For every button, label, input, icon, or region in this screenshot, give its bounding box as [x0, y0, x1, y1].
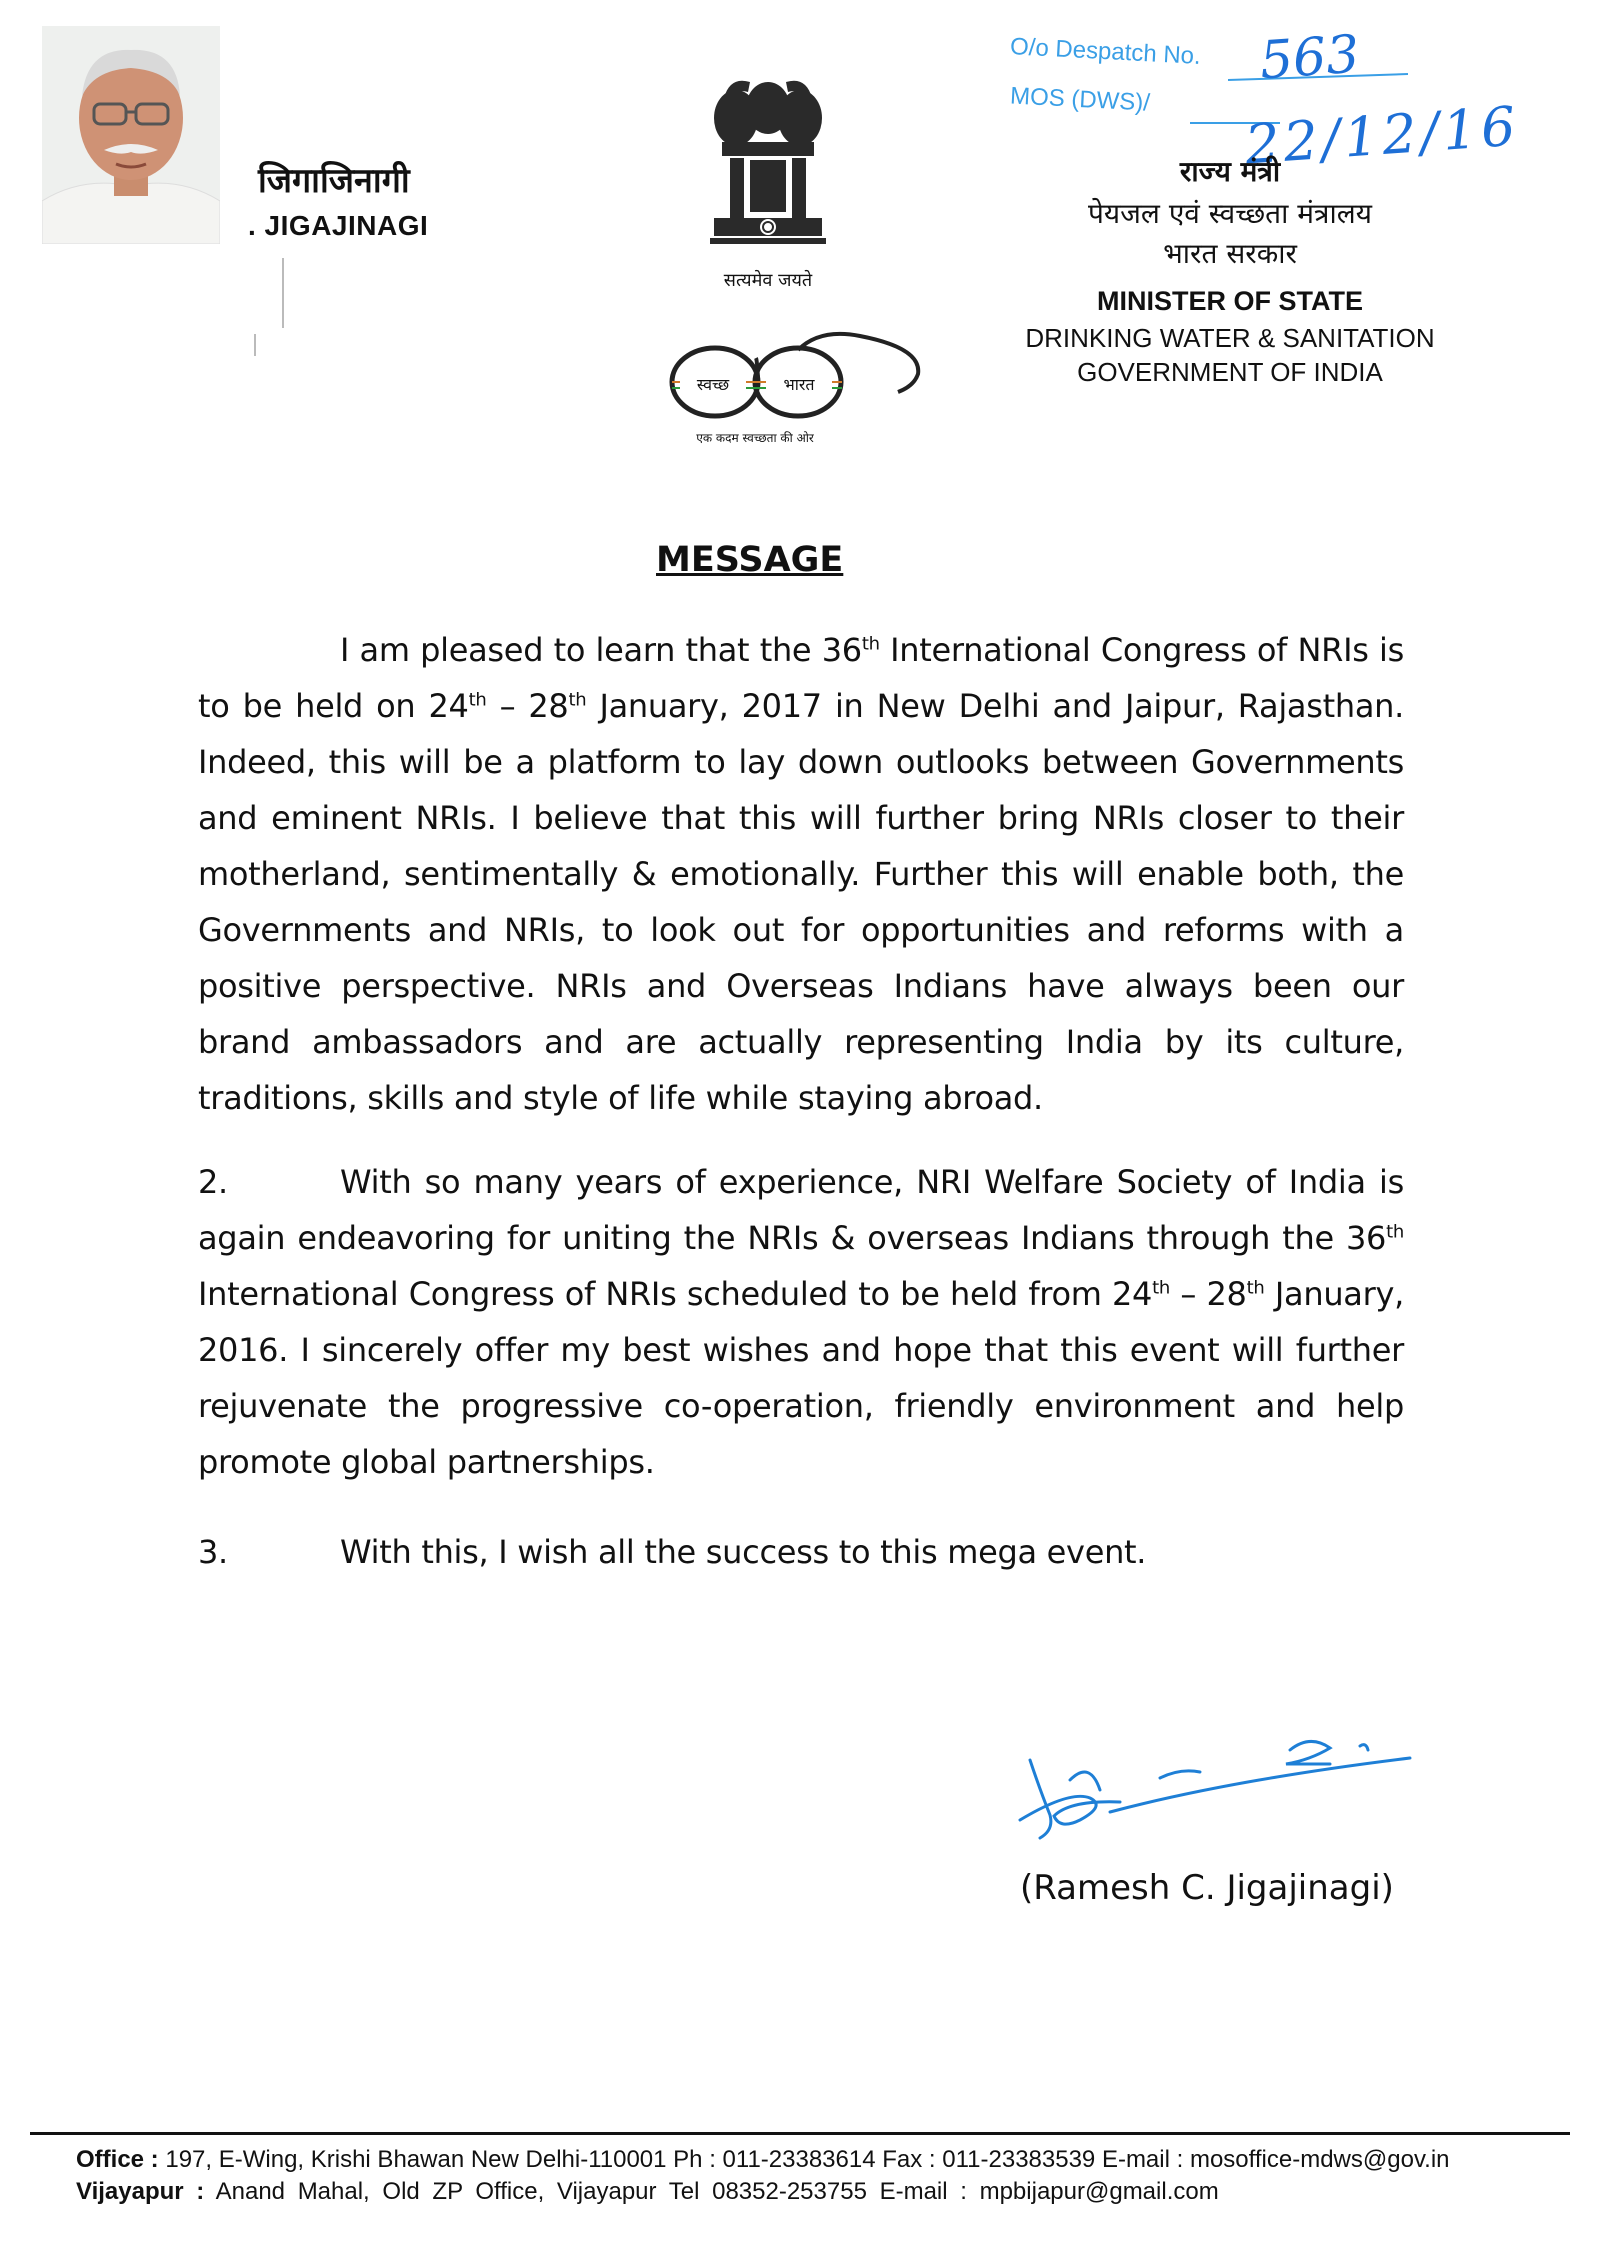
footer-office-address: [76, 2146, 1450, 2174]
p3-text: With this, I wish all the success to this mega event.: [340, 1533, 1147, 1571]
scan-artifact-line: [254, 334, 256, 356]
p2-text-d: January, 2016. I sincerely offer my best wishes and hope that this event will further rejuvenate the progressive co-operation, friendly environment and help promote global partnerships.: [198, 1275, 1404, 1481]
p1-sup: th: [468, 689, 487, 711]
p1-text-c: – 28: [486, 687, 569, 725]
p2-text-b: International Congress of NRIs scheduled to be held from 24: [198, 1275, 1153, 1313]
office-text: 197, E-Wing, Krishi Bhawan New Delhi-110001 Ph : 011-23383614 Fax : 011-23383539 E-mail : mosoffice-mdws@gov.in: [158, 2146, 1450, 2173]
swachh-right-text: भारत: [783, 375, 815, 394]
p2-text-c: – 28: [1170, 1275, 1247, 1313]
p2-number: 2.: [198, 1163, 228, 1201]
p2-text-a: With so many years of experience, NRI Welfare Society of India is again endeavoring for uniting the NRIs & overseas Indians through the 36: [198, 1163, 1404, 1257]
footer-vijayapur-address: [76, 2178, 1219, 2206]
swachh-tagline: एक कदम स्वच्छता की ओर: [696, 431, 814, 445]
minister-name-hindi: जिगाजिनागी: [258, 161, 410, 201]
paragraph-2: [198, 1154, 1404, 1490]
message-title: MESSAGE: [656, 540, 844, 580]
ministry-english: DRINKING WATER & SANITATION: [1025, 323, 1435, 353]
emblem-motto: सत्यमेव जयते: [723, 270, 813, 291]
minister-name-english: . JIGAJINAGI: [248, 210, 429, 241]
despatch-number: 563: [1258, 24, 1362, 92]
p1-text-b: International Congress of NRIs is to be held on 24: [198, 631, 1404, 725]
signer-name: (Ramesh C. Jigajinagi): [1020, 1868, 1394, 1908]
handwritten-signature: [1010, 1720, 1430, 1850]
government-english: GOVERNMENT OF INDIA: [1077, 357, 1383, 387]
paragraph-3: [198, 1524, 1404, 1580]
swachh-bharat-logo: [660, 330, 930, 450]
p1-text-a: I am pleased to learn that the 36: [340, 631, 862, 669]
p1-sup: th: [568, 689, 587, 711]
minister-photo: [42, 26, 220, 244]
office-label: Office :: [76, 2146, 159, 2173]
p2-sup: th: [1152, 1277, 1170, 1299]
paragraph-1: [198, 622, 1404, 1126]
designation-hindi: राज्य मंत्री: [1179, 155, 1281, 188]
designation-english: MINISTER OF STATE: [1097, 286, 1363, 316]
p1-sup: th: [861, 633, 880, 655]
scan-artifact-line: [282, 258, 284, 328]
ministry-hindi: पेयजल एवं स्वच्छता मंत्रालय: [1088, 197, 1372, 230]
vijayapur-label: Vijayapur :: [76, 2178, 205, 2205]
despatch-stamp-line1: O/o Despatch No.: [1009, 33, 1202, 70]
p1-text-d: January, 2017 in New Delhi and Jaipur, Rajasthan. Indeed, this will be a platform to lay down outlooks between Governments and eminent NRIs. I believe that this will further bring NRIs closer to their motherland, sentimentally & emotionally. Further this will enable both, the Governments and NRIs, to look out for opportunities and reforms with a positive perspective. NRIs and Overseas Indians have always been our brand ambassadors and are actually representing India by its culture, traditions, skills and style of life while staying abroad.: [198, 687, 1404, 1117]
vijayapur-text: Anand Mahal, Old ZP Office, Vijayapur Tel 08352-253755 E-mail : mpbijapur@gmail.com: [204, 2178, 1219, 2205]
national-emblem-icon: [700, 68, 836, 268]
swachh-left-text: स्वच्छ: [696, 375, 730, 394]
despatch-date: 22/12/16: [1243, 94, 1522, 177]
footer-rule: [30, 2132, 1570, 2135]
p2-sup: th: [1246, 1277, 1265, 1299]
p2-sup: th: [1386, 1221, 1404, 1243]
p3-number: 3.: [198, 1533, 228, 1571]
despatch-stamp-line2: MOS (DWS)/: [1009, 82, 1151, 117]
government-hindi: भारत सरकार: [1163, 237, 1297, 270]
